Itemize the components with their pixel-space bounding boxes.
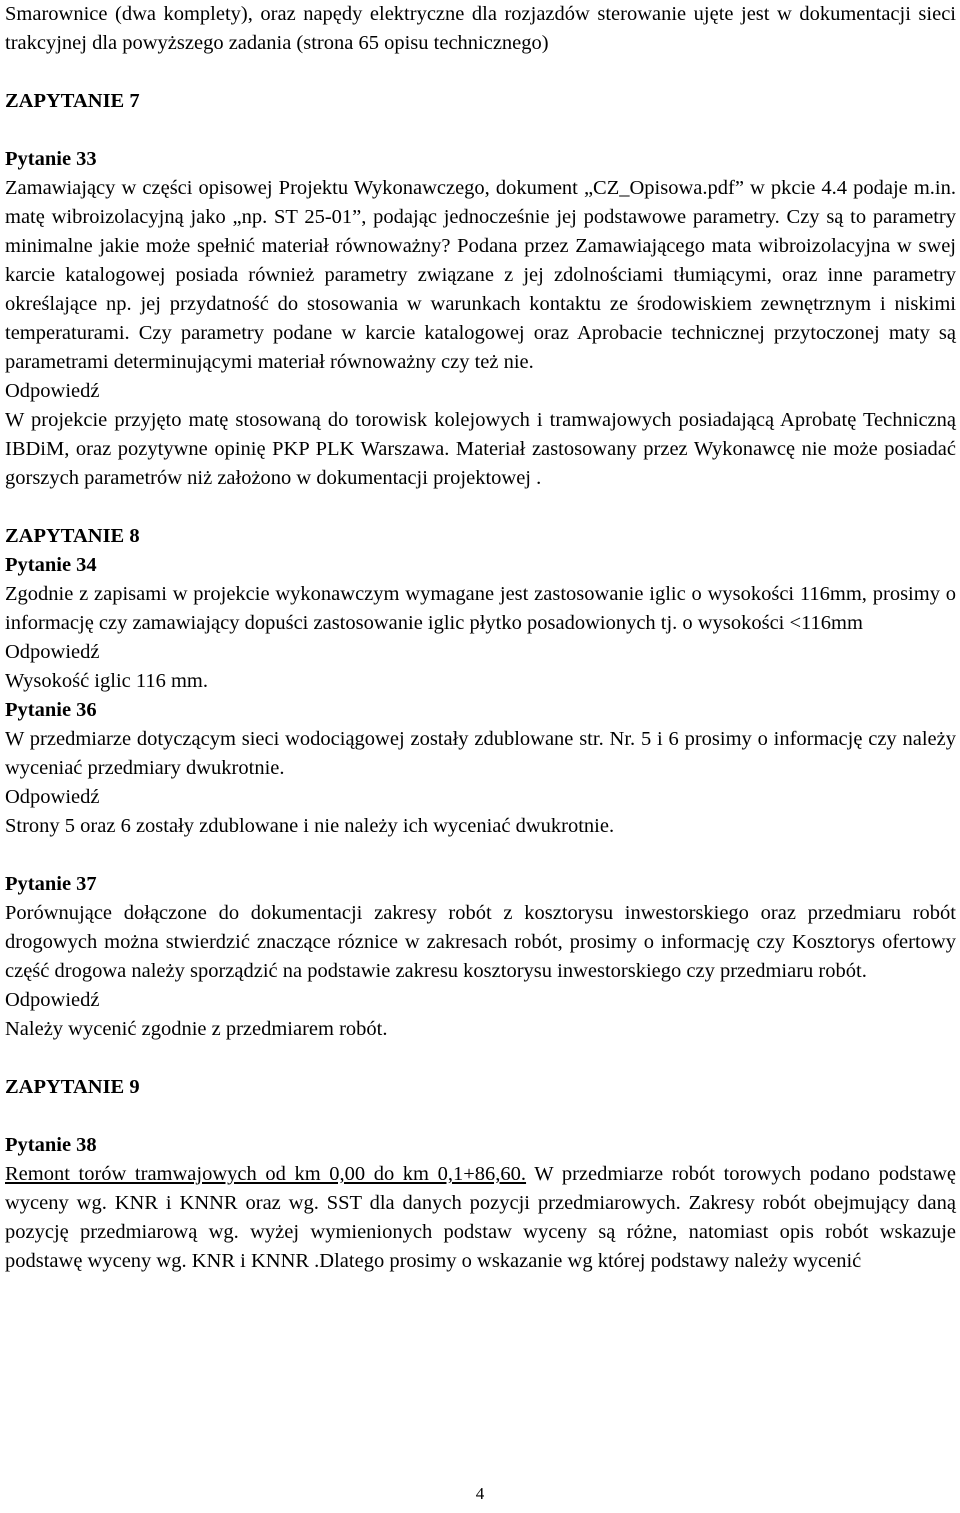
question-title-34: Pytanie 34 [5, 554, 97, 576]
question-title-37: Pytanie 37 [5, 873, 97, 895]
answer-label-34: Odpowiedź [5, 641, 100, 663]
answer-text-37: Należy wycenić zgodnie z przedmiarem robót. [5, 1018, 388, 1040]
question-text-33: Zamawiający w części opisowej Projektu Wykonawczego, dokument „CZ_Opisowa.pdf” w pkcie 4.4 podaje m.in. matę wibroizolacyjną jako „np. ST 25-01”, podając jednocześnie jej podstawowe parametry. Czy są to parametry minimalne jakie może spełnić materiał równoważny? Podana przez Zamawiającego mata wibroizolacyjna w swej karcie katalogowej posiada również parametry związane z jej zdolnościami tłumiącymi, oraz inne parametry określające np. jej przydatność do stosowania w warunkach kontaktu ze środowiskiem zewnętrznym i niskimi temperaturami. Czy parametry podane w karcie katalogowej oraz Aprobacie technicznej przytoczonej maty są parametrami determinującymi materiał równoważny czy też nie. [5, 177, 956, 373]
spacer [5, 493, 956, 522]
question-text-34: Zgodnie z zapisami w projekcie wykonawczym wymagane jest zastosowanie iglic o wysokości 116mm, prosimy o informację czy zamawiający dopuści zastosowanie iglic płytko posadowionych tj. o wysokości <116mm [5, 583, 956, 634]
answer-text-36: Strony 5 oraz 6 zostały zdublowane i nie należy ich wyceniać dwukrotnie. [5, 815, 615, 837]
spacer [5, 1102, 956, 1131]
spacer [5, 1044, 956, 1073]
question-title-38: Pytanie 38 [5, 1134, 97, 1156]
question-title-33: Pytanie 33 [5, 148, 97, 170]
answer-text-34: Wysokość iglic 116 mm. [5, 670, 208, 692]
spacer [5, 58, 956, 87]
heading-zapytanie-7: ZAPYTANIE 7 [5, 90, 140, 112]
document-page [5, 0, 956, 1276]
heading-zapytanie-8: ZAPYTANIE 8 [5, 525, 140, 547]
question-text-36: W przedmiarze dotyczącym sieci wodociągowej zostały zdublowane str. Nr. 5 i 6 prosimy o informację czy należy wyceniać przedmiary dwukrotnie. [5, 728, 956, 779]
question-text-38-body: W przedmiarze robót torowych podano podstawę wyceny wg. KNR i KNNR oraz wg. SST dla danych pozycji przedmiarowych. Zakresy robót obejmujący daną pozycję przedmiarową wg. wyżej wymienionych podstaw wyceny są różne, natomiast opis robót wskazuje podstawę wyceny wg. KNR i KNNR .Dlatego prosimy o wskazanie wg której podstawy należy wycenić [5, 1163, 956, 1272]
answer-label-36: Odpowiedź [5, 786, 100, 808]
answer-label-33: Odpowiedź [5, 380, 100, 402]
spacer [5, 116, 956, 145]
answer-label-37: Odpowiedź [5, 989, 100, 1011]
question-text-37: Porównujące dołączone do dokumentacji zakresy robót z kosztorysu inwestorskiego oraz przedmiaru robót drogowych można stwierdzić znaczące róznice w zakresach robót, prosimy o informację czy Kosztorys ofertowy część drogowa należy sporządzić na podstawie zakresu kosztorysu inwestorskiego czy przedmiaru robót. [5, 902, 956, 982]
question-text-38 [5, 1160, 956, 1276]
underlined-scope: Remont torów tramwajowych od km 0,00 do km 0,1+86,60. [5, 1163, 527, 1185]
page-number: 4 [475, 1484, 485, 1503]
question-title-36: Pytanie 36 [5, 699, 97, 721]
answer-text-33: W projekcie przyjęto matę stosowaną do torowisk kolejowych i tramwajowych posiadającą Aprobatę Techniczną IBDiM, oraz pozytywne opinię PKP PLK Warszawa. Materiał zastosowany przez Wykonawcę nie może posiadać gorszych parametrów niż założono w dokumentacji projektowej . [5, 409, 956, 489]
spacer [5, 841, 956, 870]
heading-zapytanie-9: ZAPYTANIE 9 [5, 1076, 140, 1098]
intro-paragraph: Smarownice (dwa komplety), oraz napędy elektryczne dla rozjazdów sterowanie ujęte jest w dokumentacji sieci trakcyjnej dla powyższego zadania (strona 65 opisu technicznego) [5, 3, 956, 54]
